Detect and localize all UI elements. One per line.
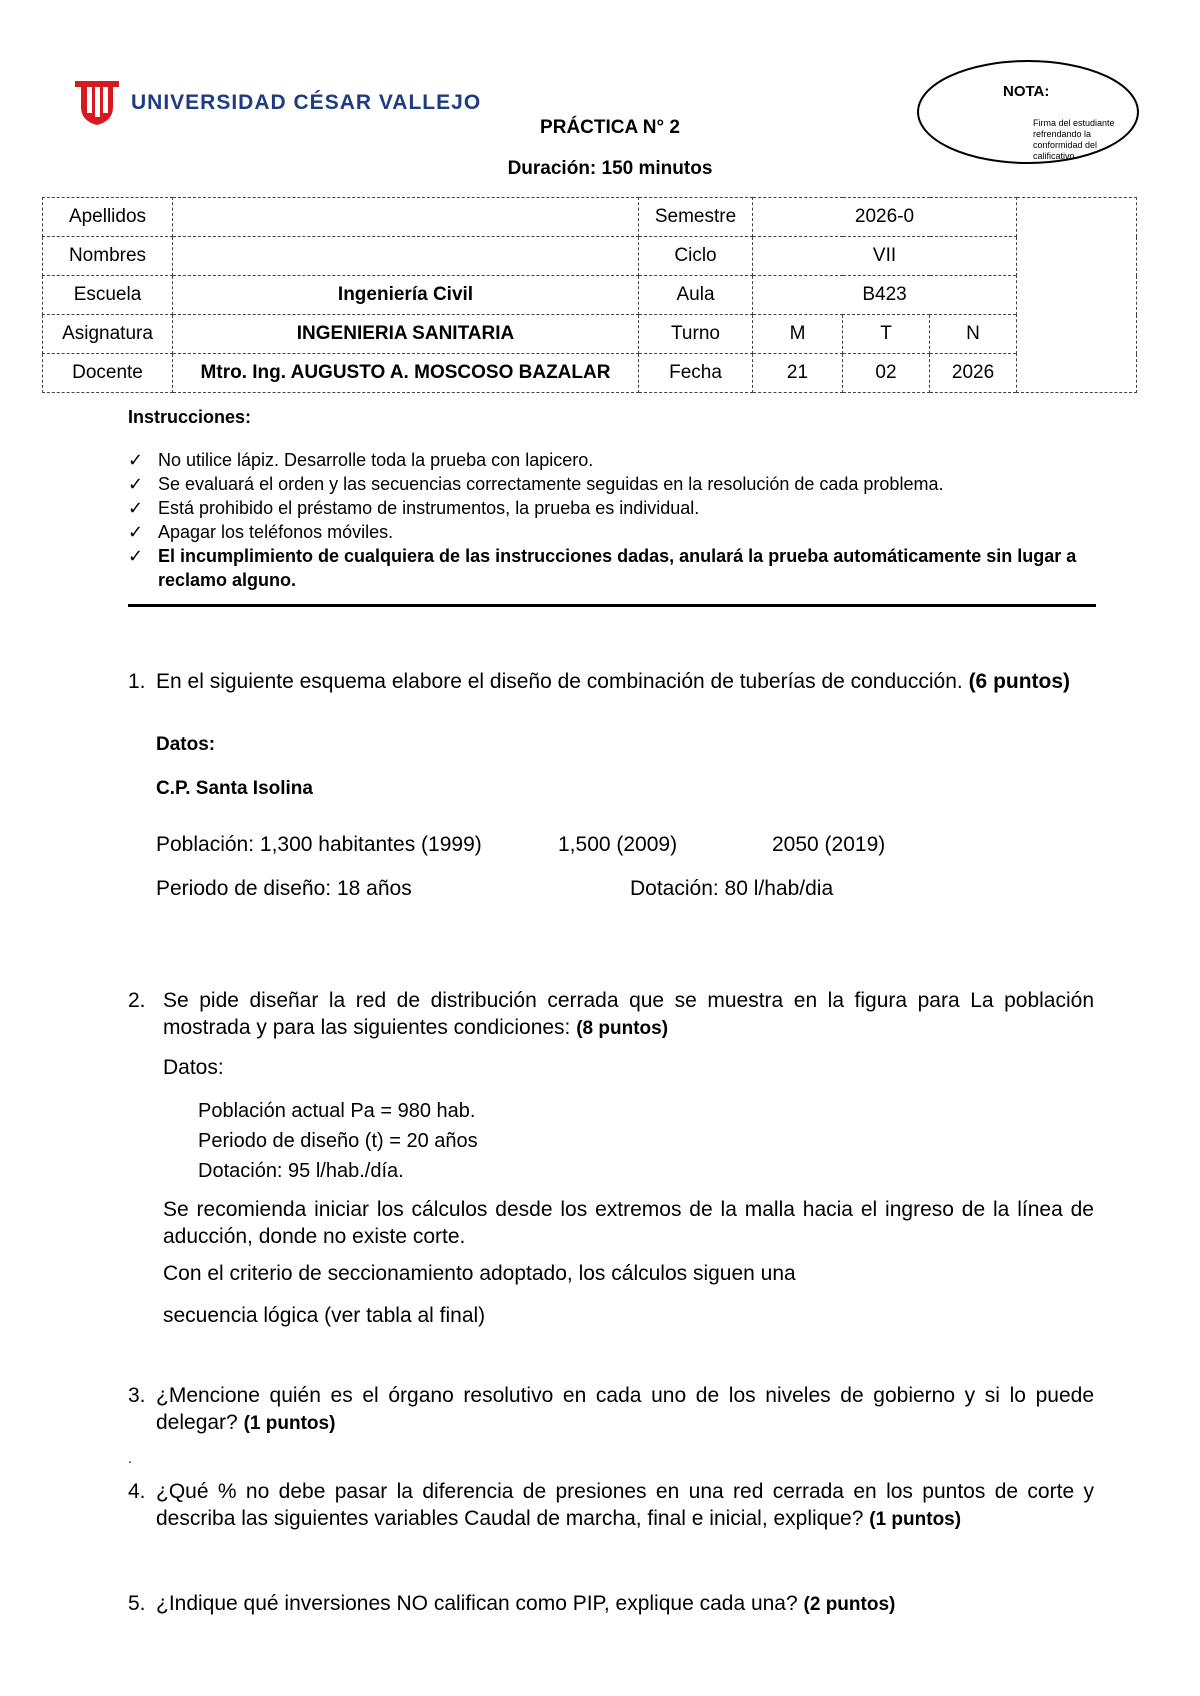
logo-text: UNIVERSIDAD CÉSAR VALLEJO <box>131 91 482 114</box>
check-icon: ✓ <box>128 498 144 518</box>
check-icon: ✓ <box>128 522 144 542</box>
list-item: ✓ El incumplimiento de cualquiera de las instrucciones dadas, anulará la prueba automáticamente sin lugar a reclamo alguno. <box>128 546 1077 590</box>
q2-design-period: Periodo de diseño (t) = 20 años <box>198 1130 478 1152</box>
question-text: En el siguiente esquema elabore el diseño de combinación de tuberías de conducción. <box>156 670 963 693</box>
list-item: ✓ Se evaluará el orden y las secuencias correctamente seguidas en la resolución de cada problema. <box>128 474 944 494</box>
q1-datos: Datos: <box>156 734 216 755</box>
q2-population: Población actual Pa = 980 hab. <box>198 1100 476 1122</box>
instructions-title: Instrucciones: <box>128 407 252 427</box>
question-number: 3. <box>128 1384 146 1407</box>
page-title: PRÁCTICA N° 2 <box>540 117 680 138</box>
q1-place: C.P. Santa Isolina <box>156 778 313 799</box>
question-5 <box>128 1590 1094 1618</box>
q2-recommendation: Se recomienda iniciar los cálculos desde los extremos de la malla hacia el ingreso de la línea de aducción, donde no existe corte. <box>163 1198 1094 1248</box>
list-item: ✓ Está prohibido el préstamo de instrumentos, la prueba es individual. <box>128 498 700 518</box>
asignatura-label: Asignatura <box>43 315 173 354</box>
turno-t: T <box>843 315 930 354</box>
docente-label: Docente <box>43 354 173 393</box>
nombres-label: Nombres <box>43 237 173 276</box>
question-3 <box>128 1382 1094 1437</box>
turno-m: M <box>753 315 843 354</box>
q1-poblacion-2009: 1,500 (2009) <box>558 833 678 856</box>
question-points: (6 puntos) <box>968 670 1071 693</box>
ciclo-value: VII <box>753 237 1017 276</box>
turno-label: Turno <box>639 315 753 354</box>
q2-criterion: Con el criterio de seccionamiento adoptado, los cálculos siguen una <box>163 1262 796 1285</box>
fecha-year: 2026 <box>930 354 1017 393</box>
check-icon: ✓ <box>128 474 144 494</box>
question-number: 4. <box>128 1480 146 1503</box>
question-2 <box>128 987 1094 1042</box>
question-points: (8 puntos) <box>576 1018 669 1039</box>
student-info-table <box>42 197 1137 393</box>
question-text: ¿Mencione quién es el órgano resolutivo en cada uno de los niveles de gobierno y si lo puede delegar? <box>156 1384 1094 1434</box>
turno-n: N <box>930 315 1017 354</box>
q2-data-list <box>198 1096 478 1186</box>
question-text: Se pide diseñar la red de distribución cerrada que se muestra en la figura para La población mostrada y para las siguientes condiciones: <box>163 989 1094 1039</box>
question-number: 5. <box>128 1592 146 1615</box>
docente-value: Mtro. Ing. AUGUSTO A. MOSCOSO BAZALAR <box>173 354 639 393</box>
aula-label: Aula <box>639 276 753 315</box>
check-icon: ✓ <box>128 546 144 566</box>
question-text: ¿Indique qué inversiones NO califican como PIP, explique cada una? <box>156 1592 798 1615</box>
fecha-label: Fecha <box>639 354 753 393</box>
check-icon: ✓ <box>128 450 144 470</box>
q1-dotacion: Dotación: 80 l/hab/dia <box>630 877 834 900</box>
divider <box>128 604 1096 607</box>
q2-sequence: secuencia lógica (ver tabla al final) <box>163 1304 486 1327</box>
escuela-label: Escuela <box>43 276 173 315</box>
semestre-value: 2026-0 <box>753 198 1017 237</box>
question-text: ¿Qué % no debe pasar la diferencia de presiones en una red cerrada en los puntos de corte y describa las siguientes variables Caudal de marcha, final e inicial, explique? <box>156 1480 1094 1530</box>
nombres-field[interactable] <box>173 237 639 276</box>
question-points: (1 puntos) <box>869 1509 962 1530</box>
instructions-list <box>128 448 1098 592</box>
list-item: ✓ Apagar los teléfonos móviles. <box>128 522 394 542</box>
grade-label: NOTA: <box>1003 83 1050 100</box>
question-number: 1. <box>128 670 146 693</box>
fecha-month: 02 <box>843 354 930 393</box>
aula-value: B423 <box>753 276 1017 315</box>
q1-periodo: Periodo de diseño: 18 años <box>156 877 412 900</box>
blank-cell <box>1017 198 1137 393</box>
exam-duration: Duración: 150 minutos <box>507 158 713 179</box>
apellidos-field[interactable] <box>173 198 639 237</box>
asignatura-value: INGENIERIA SANITARIA <box>173 315 639 354</box>
apellidos-label: Apellidos <box>43 198 173 237</box>
list-item: ✓ No utilice lápiz. Desarrolle toda la prueba con lapicero. <box>128 450 594 470</box>
fecha-day: 21 <box>753 354 843 393</box>
signature-note: Firma del estudiante refrendando la conformidad del calificativo <box>1033 118 1115 161</box>
q1-poblacion-2019: 2050 (2019) <box>772 833 886 856</box>
q2-datos: Datos: <box>163 1056 224 1079</box>
question-points: (2 puntos) <box>803 1594 896 1615</box>
q2-dotacion: Dotación: 95 l/hab./día. <box>198 1160 404 1182</box>
semestre-label: Semestre <box>639 198 753 237</box>
question-points: (1 puntos) <box>243 1413 336 1434</box>
question-1 <box>128 668 1094 695</box>
question-number: 2. <box>128 989 146 1012</box>
ciclo-label: Ciclo <box>639 237 753 276</box>
q1-poblacion: Población: 1,300 habitantes (1999) <box>156 833 482 856</box>
question-4 <box>128 1478 1094 1533</box>
escuela-value: Ingeniería Civil <box>173 276 639 315</box>
stray-dot: . <box>128 1450 132 1466</box>
